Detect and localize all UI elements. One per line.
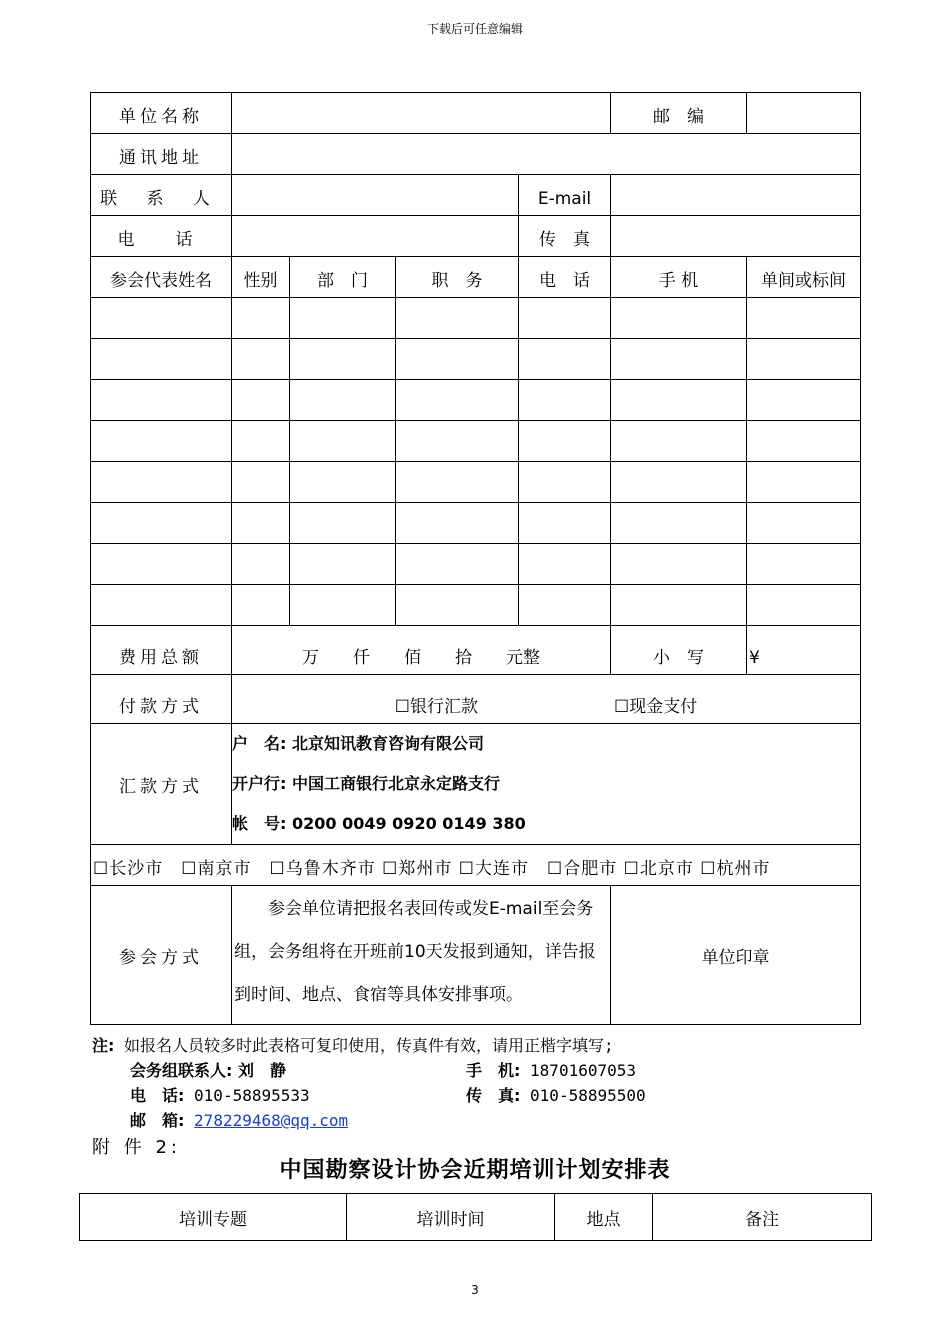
table-row bbox=[91, 339, 861, 380]
phone-line: 电 话: 010-58895533 bbox=[130, 1086, 310, 1105]
mobile-line: 手 机: 18701607053 bbox=[466, 1061, 636, 1080]
plan-col-topic: 培训专题 bbox=[80, 1194, 347, 1241]
note-line bbox=[92, 1033, 614, 1056]
page-number: 3 bbox=[471, 1283, 479, 1297]
note-label: 注: bbox=[92, 1036, 115, 1055]
join-instructions: 参会单位请把报名表回传或发E-mail至会务组，会务组将在开班前10天发报到通知，详告报到时间、地点、食宿等具体安排事项。 bbox=[232, 886, 611, 1025]
page-header: 下载后可任意编辑 bbox=[426, 22, 523, 36]
contact-label: 联 系 人 bbox=[91, 175, 232, 216]
table-row bbox=[91, 298, 861, 339]
bank-account-name: 户 名: 北京知讯教育咨询有限公司 bbox=[232, 734, 484, 753]
table-row bbox=[91, 544, 861, 585]
phone-label: 电 话 bbox=[91, 216, 232, 257]
email-label: E-mail bbox=[519, 175, 611, 216]
col-header-gender: 性别 bbox=[232, 257, 290, 298]
contact-person: 会务组联系人: 刘 静 bbox=[130, 1061, 286, 1080]
postcode-label: 邮 编 bbox=[611, 93, 747, 134]
seal-label: 单位印章 bbox=[611, 886, 861, 1025]
pay-method-label: 付款方式 bbox=[91, 675, 232, 724]
table-row bbox=[91, 462, 861, 503]
bank-name: 开户行: 中国工商银行北京永定路支行 bbox=[232, 774, 500, 793]
remit-method-label: 汇款方式 bbox=[91, 724, 232, 845]
registration-form bbox=[90, 92, 861, 1025]
col-header-department: 部 门 bbox=[290, 257, 396, 298]
fax-label: 传 真 bbox=[519, 216, 611, 257]
table-row bbox=[91, 380, 861, 421]
address-label: 通讯地址 bbox=[91, 134, 232, 175]
fax-field[interactable] bbox=[611, 216, 861, 257]
email-field[interactable] bbox=[611, 175, 861, 216]
fee-total-label: 费用总额 bbox=[91, 626, 232, 675]
bank-account-number: 帐 号: 0200 0049 0920 0149 380 bbox=[232, 814, 526, 833]
col-header-name: 参会代表姓名 bbox=[91, 257, 232, 298]
fee-currency[interactable]: ¥ bbox=[747, 626, 861, 675]
plan-col-time: 培训时间 bbox=[347, 1194, 555, 1241]
phone-field[interactable] bbox=[232, 216, 519, 257]
unit-name-label: 单位名称 bbox=[91, 93, 232, 134]
training-plan-table bbox=[79, 1193, 872, 1241]
join-method-label: 参会方式 bbox=[91, 886, 232, 1025]
plan-col-remark: 备注 bbox=[653, 1194, 872, 1241]
contact-field[interactable] bbox=[232, 175, 519, 216]
postcode-field[interactable] bbox=[747, 93, 861, 134]
fee-units[interactable]: 万 仟 佰 拾 元整 bbox=[232, 626, 611, 675]
col-header-position: 职 务 bbox=[396, 257, 519, 298]
col-header-mobile: 手 机 bbox=[611, 257, 747, 298]
table-row bbox=[91, 503, 861, 544]
unit-name-field[interactable] bbox=[232, 93, 611, 134]
bank-info bbox=[232, 724, 861, 845]
table-row bbox=[91, 585, 861, 626]
plan-col-location: 地点 bbox=[555, 1194, 653, 1241]
fee-small-label: 小 写 bbox=[611, 626, 747, 675]
email-link[interactable]: 278229468@qq.com bbox=[194, 1111, 349, 1130]
address-field[interactable] bbox=[232, 134, 861, 175]
col-header-room: 单间或标间 bbox=[747, 257, 861, 298]
table-row bbox=[91, 421, 861, 462]
fax-line: 传 真: 010-58895500 bbox=[466, 1086, 646, 1105]
col-header-phone: 电 话 bbox=[519, 257, 611, 298]
plan-title: 中国勘察设计协会近期培训计划安排表 bbox=[279, 1158, 671, 1183]
pay-options[interactable]: ☐银行汇款 ☐现金支付 bbox=[232, 675, 861, 724]
city-options[interactable]: ☐长沙市 ☐南京市 ☐乌鲁木齐市 ☐郑州市 ☐大连市 ☐合肥市 ☐北京市 ☐杭州市 bbox=[91, 845, 861, 886]
email-line: 邮 箱: 278229468@qq.com bbox=[130, 1111, 349, 1130]
attachment-label: 附 件 2: bbox=[92, 1137, 181, 1158]
note-text: 如报名人员较多时此表格可复印使用，传真件有效，请用正楷字填写; bbox=[114, 1036, 614, 1055]
